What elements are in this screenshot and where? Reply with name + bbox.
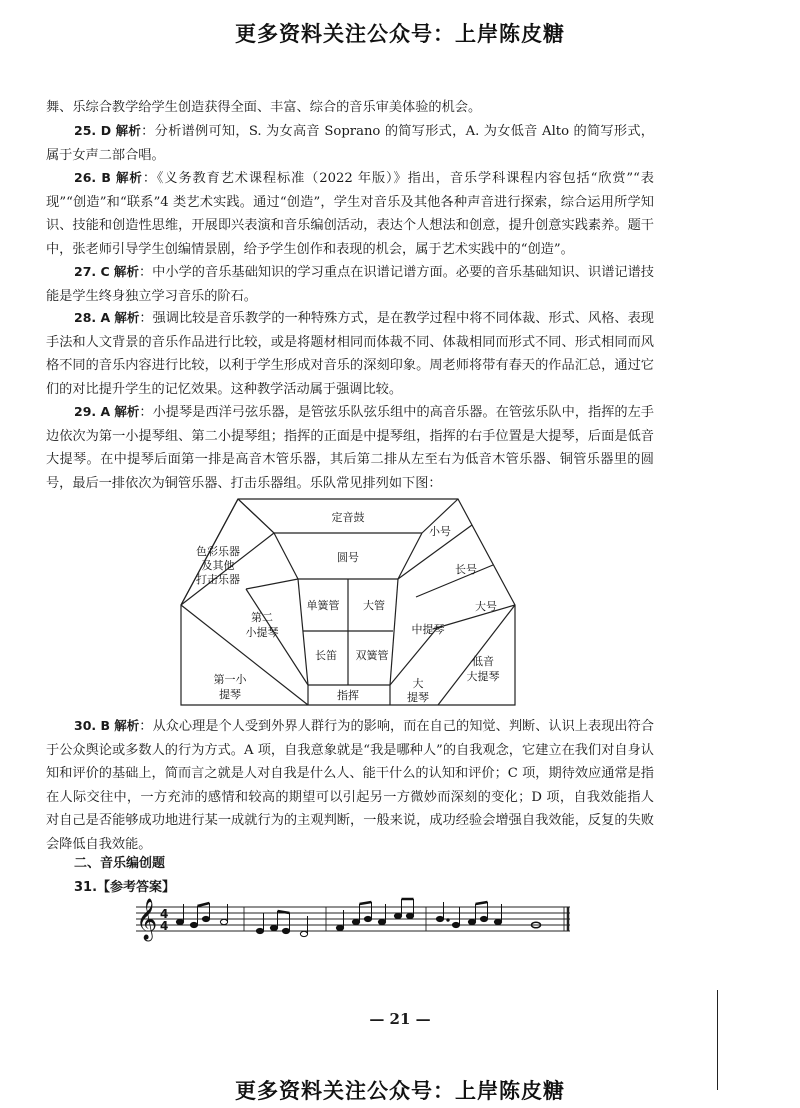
q27-label: 解析: [113, 264, 139, 279]
label-violin1-1: 第一小: [213, 673, 247, 686]
label-violin2-2: 小提琴: [245, 626, 279, 639]
time-sig-top: 4: [160, 907, 169, 921]
label-conductor: 指挥: [337, 689, 359, 702]
answer-26: [46, 166, 654, 261]
q31-heading: 31.【参考答案】: [74, 880, 176, 895]
q25-text: ：分析谱例可知，S. 为女高音 Soprano 的简写形式，A. 为女低音 Alto 的简写形式，属于女声二部合唱。: [46, 124, 654, 163]
time-sig-bottom: 4: [160, 919, 169, 933]
label-oboe: 双簧管: [355, 649, 389, 662]
answer-25: [46, 119, 654, 167]
label-clarinet: 单簧管: [306, 599, 340, 612]
q28-label: 解析: [114, 310, 140, 325]
q28-text: ：强调比较是音乐教学的一种特殊方式，是在教学过程中将不同体裁、形式、风格、表现手法和人文背景的音乐作品进行比较，或是将题材相同而体裁不同、体裁相同而形式不同、形式相同而风格不同的音乐内容进行比较，以利于学生形成对音乐的深刻印象。周老师将带有春天的作品汇总，通过它们的对比提升学生的记忆效果。这种教学活动属于强调比较。: [46, 311, 654, 397]
label-color-perc-2: 及其他: [201, 559, 235, 572]
q29-text: ：小提琴是西洋弓弦乐器，是管弦乐队弦乐组中的高音乐器。在管弦乐队中，指挥的左手边依次为第一小提琴组、第二小提琴组；指挥的正面是中提琴组，指挥的右手位置是大提琴，后面是低音大提琴。在中提琴后面第一排是高音木管乐器，其后第二排从左至右为低音木管乐器、铜管乐器里的圆号，最后一排依次为铜管乐器、打击乐器组。乐队常见排列如下图：: [46, 405, 654, 491]
label-timpani: 定音鼓: [331, 511, 365, 524]
label-cello-1: 大: [412, 677, 424, 690]
answer-27: [46, 260, 654, 308]
label-tuba: 大号: [475, 600, 497, 613]
label-violin1-2: 提琴: [219, 688, 241, 701]
page-number: — 21 —: [369, 1010, 431, 1028]
label-flute: 长笛: [315, 649, 337, 662]
label-horn: 圆号: [337, 551, 359, 564]
q25-label: 解析: [115, 123, 142, 138]
label-violin2-1: 第二: [251, 611, 273, 624]
footer-banner: 更多资料关注公众号：上岸陈皮糖: [235, 1079, 565, 1103]
header-banner: 更多资料关注公众号：上岸陈皮糖: [235, 22, 565, 46]
label-color-perc-3: 打击乐器: [196, 573, 240, 586]
label-bass-1: 低音: [472, 655, 494, 668]
answer-28: [46, 306, 654, 401]
answer-29: [46, 400, 654, 495]
label-viola: 中提琴: [411, 623, 445, 636]
answer-30: [46, 714, 654, 856]
paragraph-intro: [46, 96, 654, 120]
q25-number: 25. D: [74, 123, 112, 138]
treble-clef-icon: 𝄞: [136, 899, 158, 940]
label-bass-2: 大提琴: [466, 670, 500, 683]
label-bassoon: 大管: [363, 599, 385, 612]
q26-text: ：《义务教育艺术课程标准（2022 年版）》指出，音乐学科课程内容包括“欣赏”“表现”“创造”和“联系”4 类艺术实践。通过“创造”，学生对音乐及其他各种声音进行探索，综合运用所学知识、技能和创造性思维，开展即兴表演和音乐编创活动，表达个人想法和创意，提升创意实践素养。题干中，张老师引导学生创编情景剧，给予学生创作和表现的机会，属于艺术实践中的“创造”。: [46, 171, 654, 257]
label-color-perc-1: 色彩乐器: [196, 545, 240, 558]
section-heading: 二、音乐编创题: [74, 856, 166, 871]
label-trumpet: 小号: [429, 525, 451, 538]
intro-text: 舞、乐综合教学给学生创造获得全面、丰富、综合的音乐审美体验的机会。: [46, 100, 482, 115]
q30-label: 解析: [114, 718, 140, 733]
q27-number: 27. C: [74, 264, 110, 279]
q26-label: 解析: [116, 170, 143, 185]
q30-text: ：从众心理是个人受到外界人群行为的影响，而在自己的知觉、判断、认识上表现出符合于公众舆论或多数人的行为方式。A 项，自我意象就是“我是哪种人”的自我观念，它建立在我们对自身认知和评价的基础上，简而言之就是人对自我是什么人、能干什么的认知和评价；C 项，期待效应通常是指在人际交往中，一方充沛的感情和较高的期望可以引起另一方微妙而深刻的变化；D 项，自我效能指人对自己是否能够成功地进行某一成就行为的主观判断，一般来说，成功经验会增强自我效能，反复的失败会降低自我效能。: [46, 719, 654, 852]
music-staff: [136, 893, 576, 949]
q29-label: 解析: [114, 404, 140, 419]
q27-text: ：中小学的音乐基础知识的学习重点在识谱记谱方面。必要的音乐基础知识、识谱记谱技能是学生终身独立学习音乐的阶石。: [46, 265, 654, 304]
q29-number: 29. A: [74, 404, 111, 419]
q30-number: 30. B: [74, 718, 111, 733]
label-cello-2: 提琴: [407, 691, 429, 704]
q28-number: 28. A: [74, 310, 111, 325]
q26-number: 26. B: [74, 170, 111, 185]
label-trombone: 长号: [455, 563, 477, 576]
orchestra-seating-diagram: [178, 497, 518, 709]
